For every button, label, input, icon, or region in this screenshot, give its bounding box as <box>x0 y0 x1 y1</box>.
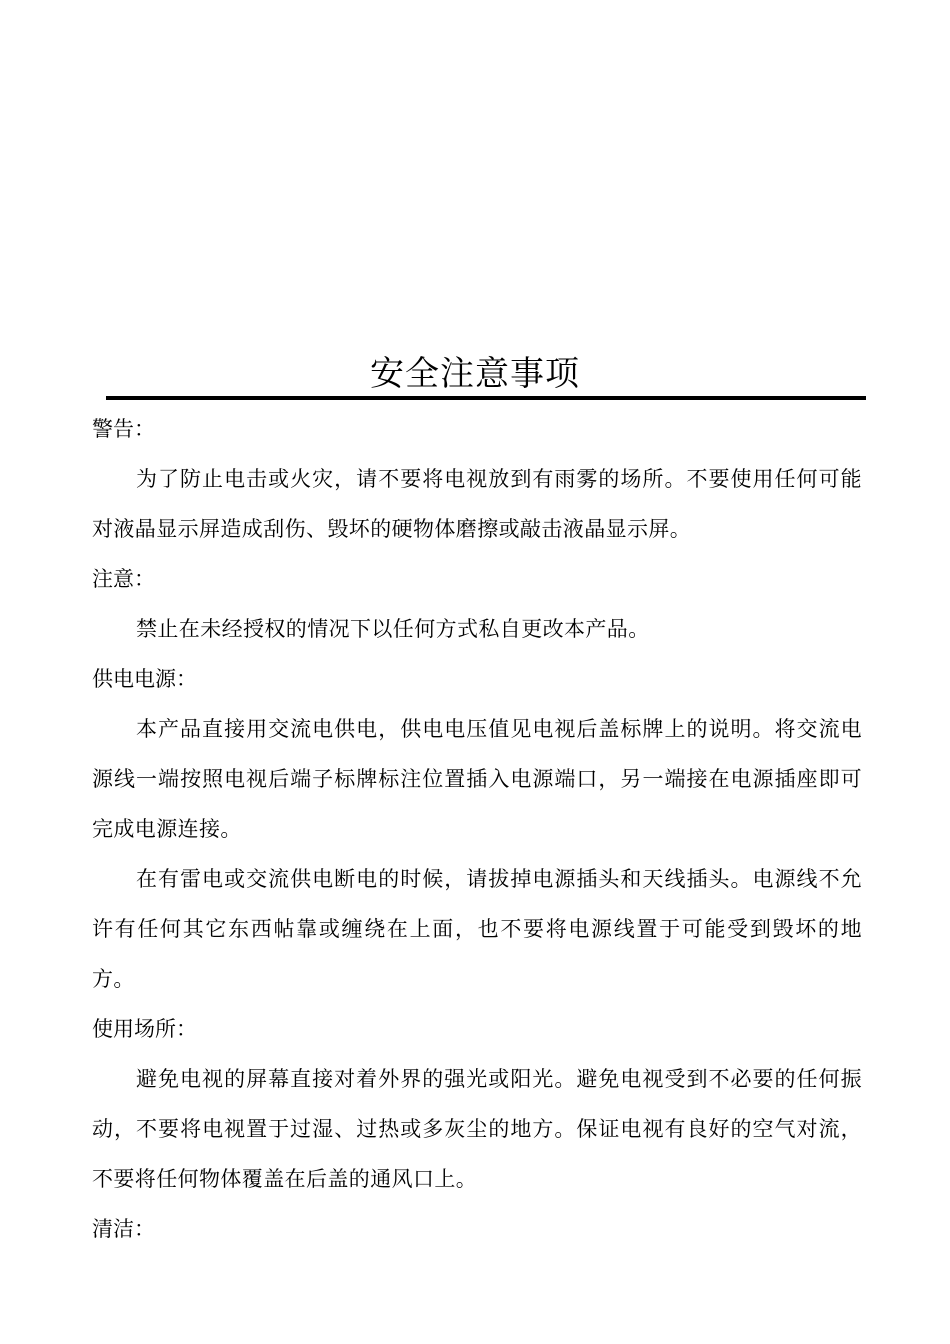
section-heading-caution: 注意： <box>92 567 155 591</box>
title-underline <box>106 396 866 400</box>
section-heading-warning: 警告： <box>92 417 155 441</box>
section-heading-cleaning: 清洁： <box>92 1217 155 1241</box>
power-supply-paragraph-2: 在有雷电或交流供电断电的时候，请拔掉电源插头和天线插头。电源线不允许有任何其它东西帖靠或缠绕在上面，也不要将电源线置于可能受到毁坏的地方。 <box>92 867 862 991</box>
page-title: 安全注意事项 <box>370 354 580 394</box>
power-supply-paragraph-1: 本产品直接用交流电供电，供电电压值见电视后盖标牌上的说明。将交流电源线一端按照电视后端子标牌标注位置插入电源端口，另一端接在电源插座即可完成电源连接。 <box>92 717 862 841</box>
section-heading-location: 使用场所： <box>92 1017 197 1041</box>
caution-paragraph: 禁止在未经授权的情况下以任何方式私自更改本产品。 <box>136 617 650 641</box>
document-body <box>92 404 862 1254</box>
location-paragraph: 避免电视的屏幕直接对着外界的强光或阳光。避免电视受到不必要的任何振动，不要将电视置于过湿、过热或多灰尘的地方。保证电视有良好的空气对流，不要将任何物体覆盖在后盖的通风口上。 <box>92 1067 862 1191</box>
section-heading-power-supply: 供电电源： <box>92 667 197 691</box>
warning-paragraph: 为了防止电击或火灾，请不要将电视放到有雨雾的场所。不要使用任何可能对液晶显示屏造成刮伤、毁坏的硬物体磨擦或敲击液晶显示屏。 <box>92 467 862 541</box>
